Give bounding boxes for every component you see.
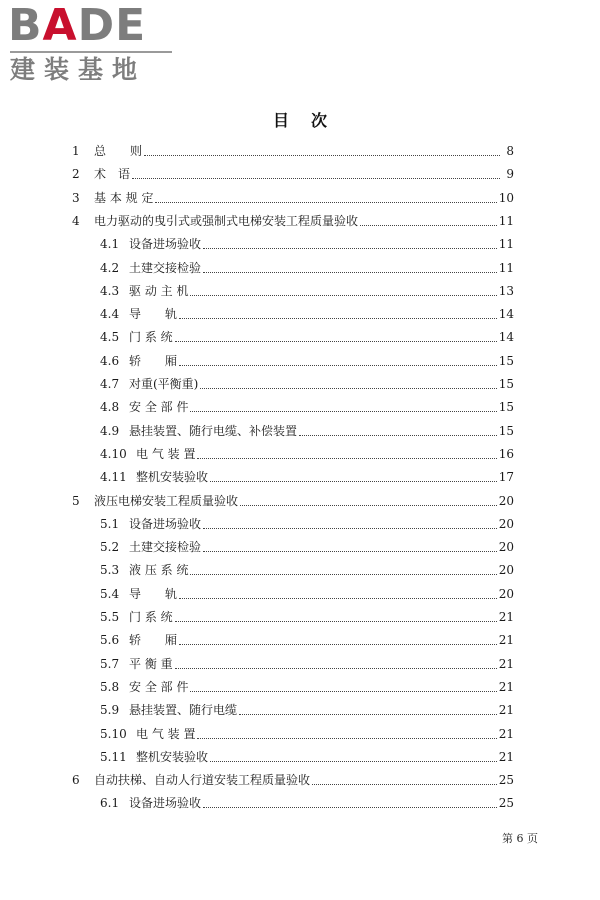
toc-entry[interactable] bbox=[0, 490, 514, 512]
toc-entry-page: 20 bbox=[498, 586, 514, 601]
toc-dot-leader bbox=[203, 247, 497, 249]
toc-entry-number: 5 bbox=[72, 493, 80, 508]
toc-entry-label: 电 气 装 置 bbox=[136, 726, 196, 741]
toc-entry-number: 5.4 bbox=[100, 586, 120, 601]
toc-entry[interactable] bbox=[0, 163, 514, 185]
toc-entry-label: 设备进场验收 bbox=[129, 237, 202, 252]
toc-entry-number: 3 bbox=[72, 190, 80, 205]
toc-entry-page: 11 bbox=[498, 237, 514, 252]
toc-entry-label: 悬挂装置、随行电缆 bbox=[129, 703, 238, 718]
toc-entry[interactable] bbox=[0, 233, 514, 255]
toc-dot-leader bbox=[239, 713, 497, 715]
toc-entry[interactable] bbox=[0, 792, 514, 814]
toc-entry[interactable] bbox=[0, 140, 514, 162]
toc-entry[interactable] bbox=[0, 513, 514, 535]
toc-entry-label: 整机安装验收 bbox=[136, 749, 209, 764]
logo-letter-a-mark: A bbox=[42, 0, 78, 51]
toc-entry-number: 4.7 bbox=[100, 377, 120, 391]
toc-entry-label: 电 气 装 置 bbox=[136, 446, 196, 461]
toc-entry[interactable] bbox=[0, 187, 514, 209]
toc-entry-number: 4.10 bbox=[100, 446, 127, 461]
toc-entry-number: 1 bbox=[72, 144, 80, 158]
toc-entry[interactable] bbox=[0, 699, 514, 721]
toc-dot-leader bbox=[155, 201, 496, 203]
toc-entry-page: 9 bbox=[506, 167, 514, 182]
toc-entry-number: 4.5 bbox=[100, 330, 120, 345]
toc-entry-page: 20 bbox=[498, 493, 514, 508]
page-number: 第 6 页 bbox=[502, 832, 538, 845]
toc-entry-label: 悬挂装置、随行电缆、补偿装置 bbox=[129, 423, 298, 438]
toc-entry[interactable] bbox=[0, 606, 514, 628]
toc-dot-leader bbox=[179, 643, 497, 645]
toc-entry-label: 门 系 统 bbox=[129, 610, 173, 624]
toc-entry-label: 导 轨 bbox=[129, 586, 178, 601]
toc-dot-leader bbox=[360, 224, 497, 226]
toc-dot-leader bbox=[179, 364, 497, 366]
toc-dot-leader bbox=[144, 154, 500, 156]
toc-entry-page: 14 bbox=[498, 330, 514, 345]
toc-entry[interactable] bbox=[0, 746, 514, 768]
toc-entry-page: 15 bbox=[498, 353, 514, 368]
toc-entry-page: 17 bbox=[498, 470, 514, 485]
toc-entry-page: 21 bbox=[498, 633, 514, 648]
toc-entry-label: 平 衡 重 bbox=[129, 656, 173, 671]
toc-entry-number: 2 bbox=[72, 167, 80, 182]
toc-entry-label: 驱 动 主 机 bbox=[129, 283, 189, 298]
toc-dot-leader bbox=[190, 573, 496, 575]
toc-entry[interactable] bbox=[0, 583, 514, 605]
toc-entry-page: 15 bbox=[498, 377, 514, 391]
toc-entry-number: 5.3 bbox=[100, 563, 120, 578]
toc-entry[interactable] bbox=[0, 723, 514, 745]
toc-entry[interactable] bbox=[0, 303, 514, 325]
toc-entry-number: 5.8 bbox=[100, 679, 120, 694]
toc-entry-number: 5.2 bbox=[100, 540, 120, 555]
toc-dot-leader bbox=[203, 271, 497, 273]
toc-entry-page: 13 bbox=[498, 283, 514, 298]
toc-entry-number: 5.10 bbox=[100, 726, 127, 741]
toc-dot-leader bbox=[312, 783, 497, 785]
toc-entry[interactable] bbox=[0, 536, 514, 558]
toc-entry-number: 4.6 bbox=[100, 353, 120, 368]
toc-entry-number: 4.11 bbox=[100, 470, 127, 485]
toc-entry[interactable] bbox=[0, 350, 514, 372]
toc-entry[interactable] bbox=[0, 559, 514, 581]
toc-entry-number: 5.1 bbox=[100, 516, 120, 531]
toc-entry-label: 土建交接检验 bbox=[129, 260, 202, 275]
toc-entry[interactable] bbox=[0, 210, 514, 232]
toc-entry[interactable] bbox=[0, 676, 514, 698]
toc-entry-page: 21 bbox=[498, 656, 514, 671]
toc-dot-leader bbox=[179, 317, 497, 319]
toc-entry-label: 设备进场验收 bbox=[129, 796, 202, 811]
toc-entry-page: 11 bbox=[498, 213, 514, 228]
toc-entry-label: 设备进场验收 bbox=[129, 516, 202, 531]
toc-dot-leader bbox=[200, 387, 496, 389]
toc-entry-label: 整机安装验收 bbox=[136, 470, 209, 485]
logo-wordmark bbox=[8, 0, 147, 51]
toc-dot-leader bbox=[175, 340, 497, 342]
logo-letter-b: B bbox=[8, 0, 43, 51]
toc-entry-label: 自动扶梯、自动人行道安装工程质量验收 bbox=[94, 773, 311, 788]
toc-title: 目次 bbox=[272, 111, 349, 130]
toc-dot-leader bbox=[203, 527, 497, 529]
toc-entry-number: 5.9 bbox=[100, 703, 120, 718]
toc-entry-number: 4.1 bbox=[100, 237, 120, 252]
toc-entry[interactable] bbox=[0, 326, 514, 348]
toc-entry-page: 20 bbox=[498, 516, 514, 531]
toc-entry-label: 液压电梯安装工程质量验收 bbox=[94, 493, 239, 508]
toc-entry-page: 14 bbox=[498, 307, 514, 322]
toc-dot-leader bbox=[197, 457, 496, 459]
toc-dot-leader bbox=[179, 597, 497, 599]
toc-entry-label: 液 压 系 统 bbox=[129, 563, 189, 578]
toc-entry-page: 21 bbox=[498, 749, 514, 764]
toc-dot-leader bbox=[203, 550, 497, 552]
toc-dot-leader bbox=[299, 434, 497, 436]
toc-entry-page: 21 bbox=[498, 610, 514, 624]
logo-divider bbox=[10, 51, 172, 53]
toc-entry-number: 5.6 bbox=[100, 633, 120, 648]
toc-entry-label: 安 全 部 件 bbox=[129, 679, 189, 694]
toc-entry-number: 4.3 bbox=[100, 283, 120, 298]
toc-entry-page: 25 bbox=[498, 773, 514, 788]
toc-entry-label: 术 语 bbox=[94, 167, 131, 182]
logo-letters-de: DE bbox=[77, 0, 147, 51]
toc-entry[interactable] bbox=[0, 420, 514, 442]
toc-entry-label: 导 轨 bbox=[129, 307, 178, 322]
toc-entry-number: 6 bbox=[72, 773, 80, 788]
toc-entry-page: 16 bbox=[498, 446, 514, 461]
toc-entry-number: 4 bbox=[72, 213, 80, 228]
toc-entry-label: 土建交接检验 bbox=[129, 540, 202, 555]
logo bbox=[8, 0, 178, 84]
toc-entry-page: 11 bbox=[498, 260, 514, 275]
toc-entry[interactable] bbox=[0, 653, 514, 675]
toc-entry-number: 5.11 bbox=[100, 749, 127, 764]
toc-entry[interactable] bbox=[0, 280, 514, 302]
toc-entry-label: 轿 厢 bbox=[129, 353, 178, 368]
toc-dot-leader bbox=[132, 177, 500, 179]
toc-entry-label: 电力驱动的曳引式或强制式电梯安装工程质量验收 bbox=[94, 213, 359, 228]
toc-entry-page: 15 bbox=[498, 400, 514, 415]
toc-entry-label: 对重(平衡重) bbox=[129, 377, 199, 391]
toc-entry-label: 基 本 规 定 bbox=[94, 190, 154, 205]
toc-entry-page: 20 bbox=[498, 563, 514, 578]
toc-dot-leader bbox=[175, 667, 497, 669]
toc-entry-page: 21 bbox=[498, 679, 514, 694]
logo-subtitle: 建装基地 bbox=[10, 55, 147, 84]
toc-entry[interactable] bbox=[0, 373, 514, 395]
toc-dot-leader bbox=[203, 806, 497, 808]
toc-dot-leader bbox=[240, 504, 497, 506]
toc-entry-page: 25 bbox=[498, 796, 514, 811]
toc-entry-page: 21 bbox=[498, 703, 514, 718]
toc-entry-page: 21 bbox=[498, 726, 514, 741]
toc-entry-number: 4.2 bbox=[100, 260, 120, 275]
toc-dot-leader bbox=[190, 410, 496, 412]
toc-entry[interactable] bbox=[0, 443, 514, 465]
toc-entry-number: 5.5 bbox=[100, 610, 120, 624]
toc-entry-number: 4.4 bbox=[100, 307, 120, 322]
toc-entry[interactable] bbox=[0, 769, 514, 791]
toc-entry-page: 20 bbox=[498, 540, 514, 555]
toc-entry-page: 10 bbox=[498, 190, 514, 205]
toc-entry[interactable] bbox=[0, 466, 514, 488]
toc-entry-label: 轿 厢 bbox=[129, 633, 178, 648]
toc-dot-leader bbox=[190, 690, 496, 692]
toc-entry-label: 总 则 bbox=[94, 144, 143, 158]
toc-entry[interactable] bbox=[0, 629, 514, 651]
toc-entry-label: 安 全 部 件 bbox=[129, 400, 189, 415]
toc-entry-number: 5.7 bbox=[100, 656, 120, 671]
toc-dot-leader bbox=[175, 620, 497, 622]
toc-entry-number: 6.1 bbox=[100, 796, 120, 811]
toc-dot-leader bbox=[197, 737, 496, 739]
toc-dot-leader bbox=[210, 480, 497, 482]
toc-entry-page: 8 bbox=[506, 144, 514, 158]
toc-entry[interactable] bbox=[0, 257, 514, 279]
toc-entry-page: 15 bbox=[498, 423, 514, 438]
toc-entry-label: 门 系 统 bbox=[129, 330, 173, 345]
toc-entry-number: 4.9 bbox=[100, 423, 120, 438]
toc-dot-leader bbox=[210, 760, 497, 762]
toc-dot-leader bbox=[190, 294, 496, 296]
toc-entry[interactable] bbox=[0, 396, 514, 418]
toc-entry-number: 4.8 bbox=[100, 400, 120, 415]
